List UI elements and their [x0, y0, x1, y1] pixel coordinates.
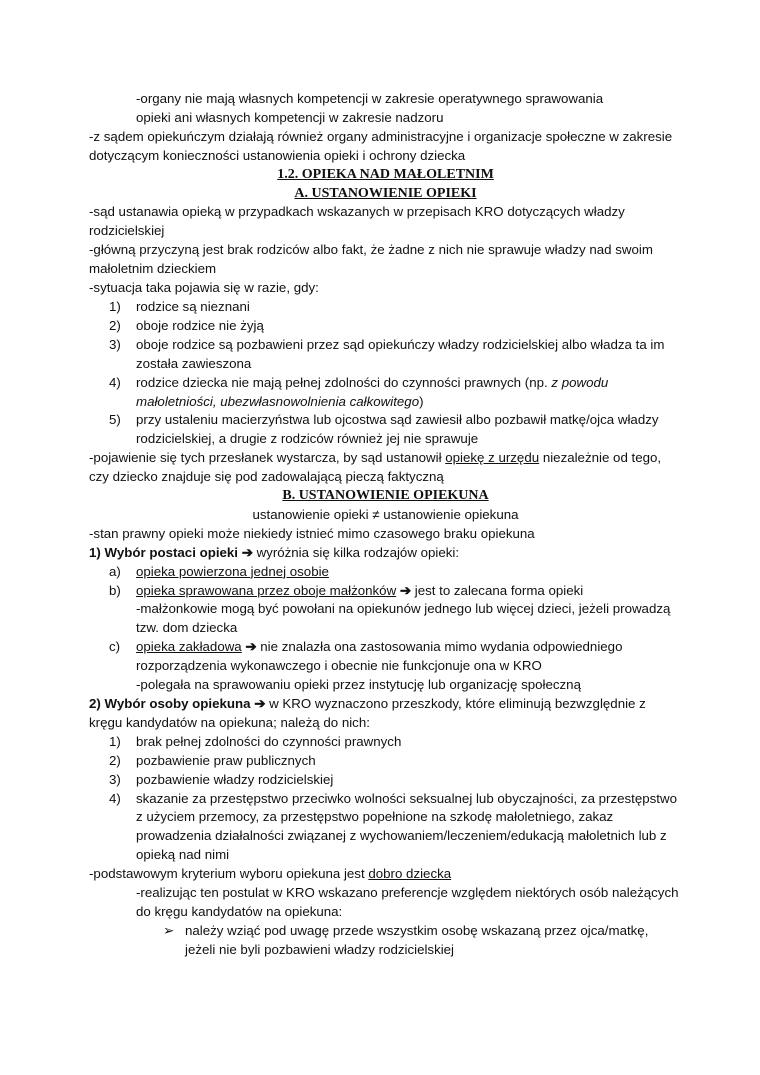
list-item: c) opieka zakładowa ➔ nie znalazła ona zastosowania mimo wydania odpowiedniego rozporządzenia wykonawczego i obecnie nie funkcjonuje ona w KRO	[109, 639, 623, 674]
triangle-bullet-icon: ➢	[163, 922, 175, 938]
subsection-b-title: B. USTANOWIENIE OPIEKUNA	[282, 488, 489, 504]
preferences-list	[89, 922, 682, 960]
list-item: 3) oboje rodzice są pozbawieni przez sąd opiekuńczy władzy rodzicielskiej albo władza ta im została zawieszona	[109, 336, 665, 371]
list-item: a) opieka powierzona jednej osobie	[109, 563, 329, 579]
list-sub-item: -małżonkowie mogą być powołani na opiekunów jednego lub więcej dzieci, jeżeli prowadzą tzw. dom dziecka	[136, 601, 671, 636]
b-paragraph-3: -realizując ten postulat w KRO wskazano preferencje względem niektórych osób należących do kręgu kandydatów na opiekuna:	[136, 885, 679, 919]
list-item: 1) rodzice są nieznani	[109, 298, 250, 314]
subsection-a-title: A. USTANOWIENIE OPIEKI	[294, 185, 477, 201]
obstacles-list	[89, 733, 682, 865]
forms-list	[89, 563, 682, 695]
a-paragraph-1: -sąd ustanawia opieką w przypadkach wskazanych w przepisach KRO dotyczących władzy rodzicielskiej	[89, 204, 625, 239]
b-paragraph-1: -stan prawny opieki może niekiedy istnieć mimo czasowego braku opiekuna	[89, 525, 535, 541]
arrow-right-icon: ➔	[241, 544, 253, 560]
list-item: 4) skazanie za przestępstwo przeciwko wolności seksualnej lub obyczajności, za przestępstwo z użyciem przemocy, za przestępstwo popełnione na szkodę małoletniego, zakaz prowadzenia działalności związanej z wychowaniem/leczeniem/edukacją małoletnich lub z opieką nad nimi	[109, 790, 677, 863]
list-item: b) opieka sprawowana przez oboje małżonków ➔ jest to zalecana forma opieki	[109, 582, 584, 598]
arrow-right-icon: ➔	[399, 582, 412, 598]
top-line-3: -z sądem opiekuńczym działają również organy administracyjne i organizacje społeczne w zakresie dotyczącym konieczności ustanowienia opieki i ochrony dziecka	[89, 128, 673, 163]
list-item: ➢ należy wziąć pod uwagę przede wszystkim osobę wskazaną przez ojca/matkę, jeżeli nie byli pozbawieni władzy rodzicielskiej	[163, 922, 649, 957]
list-item: 2) pozbawienie praw publicznych	[109, 752, 316, 768]
list-item: 5) przy ustaleniu macierzyństwa lub ojcostwa sąd zawiesił albo pozbawił matkę/ojca władzy rodzicielskiej, a drugie z rodziców również jej nie sprawuje	[109, 412, 659, 447]
list-item: 3) pozbawienie władzy rodzicielskiej	[109, 771, 334, 787]
a-paragraph-2: -główną przyczyną jest brak rodziców albo fakt, że żadne z nich nie sprawuje władzy nad swoim małoletnim dzieckiem	[89, 242, 653, 277]
list-item: 1) brak pełnej zdolności do czynności prawnych	[109, 733, 402, 749]
b-paragraph-2: -podstawowym kryterium wyboru opiekuna jest dobro dziecka	[89, 866, 452, 882]
list-item: 4) rodzice dziecka nie mają pełnej zdolności do czynności prawnych (np. z powodu małoletniości, ubezwłasnowolnienia całkowitego)	[109, 374, 609, 409]
top-line-2: opieki ani własnych kompetencji w zakresie nadzoru	[136, 109, 444, 125]
a-paragraph-4: -pojawienie się tych przesłanek wystarcza, by sąd ustanowił opiekę z urzędu niezależnie od tego, czy dziecko znajduje się pod zadowalającą pieczą faktyczną	[89, 450, 662, 485]
list-sub-item: -polegała na sprawowaniu opieki przez instytucję lub organizację społeczną	[136, 677, 581, 693]
section-title: 1.2. OPIEKA NAD MAŁOLETNIM	[277, 166, 494, 182]
top-line-1: -organy nie mają własnych kompetencji w zakresie operatywnego sprawowania	[136, 91, 604, 106]
a-paragraph-3: -sytuacja taka pojawia się w razie, gdy:	[89, 280, 319, 296]
list-item: 2) oboje rodzice nie żyją	[109, 317, 264, 333]
b-heading-1: 1) Wybór postaci opieki ➔ wyróżnia się kilka rodzajów opieki:	[89, 544, 460, 560]
arrow-right-icon: ➔	[245, 639, 257, 655]
arrow-right-icon: ➔	[254, 696, 266, 711]
b-heading-2: 2) Wybór osoby opiekuna ➔ w KRO wyznaczono przeszkody, które eliminują bezwzględnie z kręgu kandydatów na opiekuna; należą do nich:	[89, 696, 646, 730]
situations-list	[89, 298, 682, 449]
b-center-line: ustanowienie opieki ≠ ustanowienie opiekuna	[252, 506, 519, 522]
